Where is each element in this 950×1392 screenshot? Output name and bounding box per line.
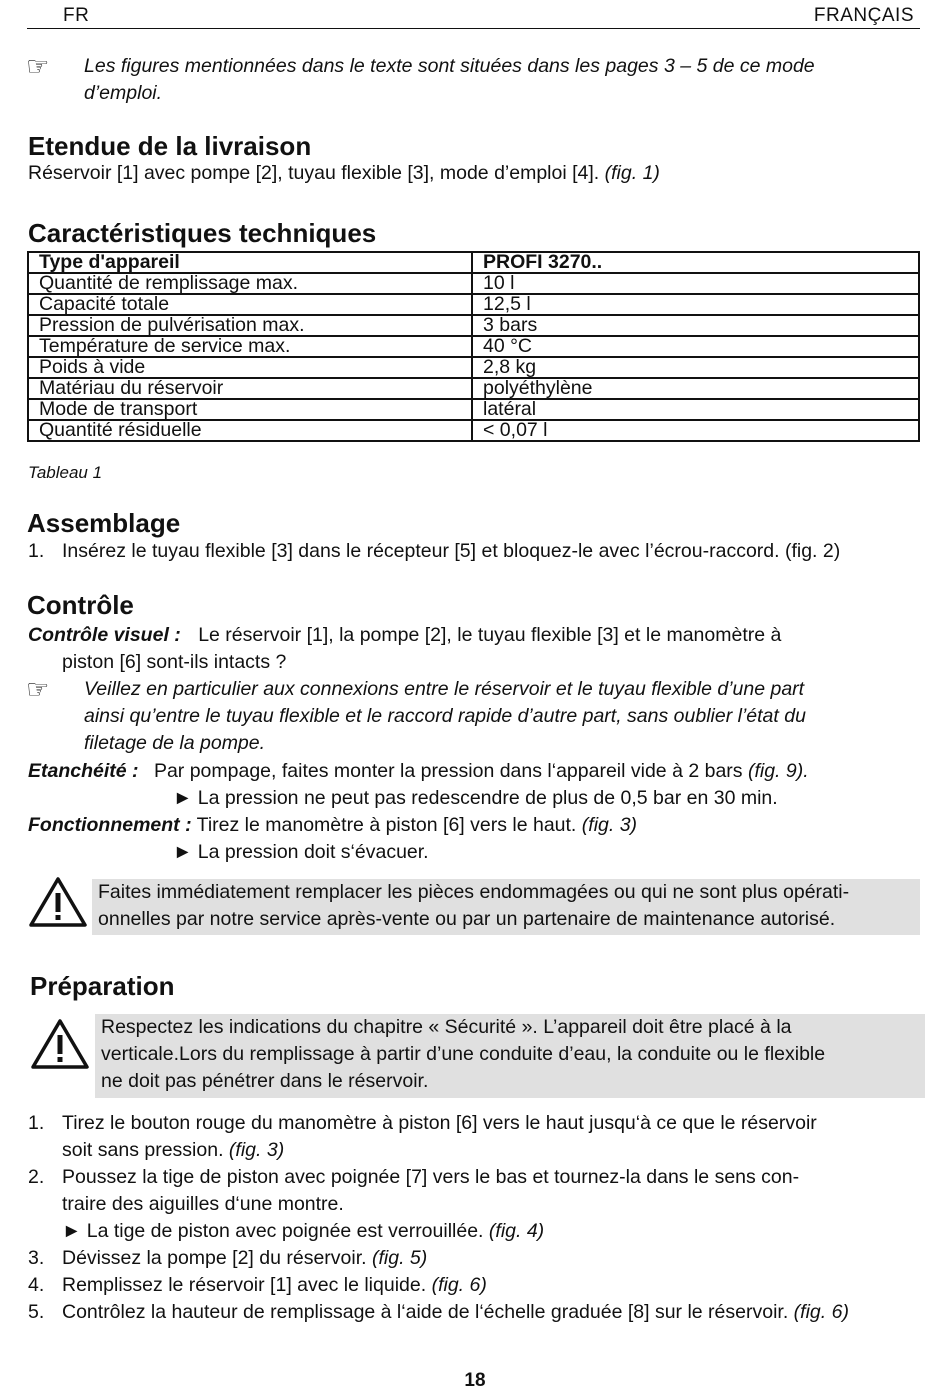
table-row: Matériau du réservoir polyéthylène xyxy=(28,378,919,399)
tightness-result: ► La pression ne peut pas redescendre de plus de 0,5 bar en 30 min. xyxy=(173,787,778,809)
list-item: Contrôlez la hauteur de remplissage à l‘aide de l‘échelle graduée [8] sur le réservoir. (fig. 6) xyxy=(62,1301,849,1323)
list-item: Tirez le bouton rouge du manomètre à piston [6] vers le haut jusqu‘à ce que le réservoir soit sans pression. (fig. 3) xyxy=(62,1112,817,1161)
pointing-hand-icon: ☞ xyxy=(26,674,50,704)
table-row: Pression de pulvérisation max. 3 bars xyxy=(28,315,919,336)
list-item: Poussez la tige de piston avec poignée [7] vers le bas et tournez-la dans le sens con- traire des aiguilles d‘une montre. ► La tige de piston avec poignée est verrouillée. (fig. 4) xyxy=(62,1166,800,1242)
visual-check-cont: piston [6] sont-ils intacts ? xyxy=(62,651,287,673)
table-row: Mode de transport latéral xyxy=(28,399,919,420)
warning-triangle-icon xyxy=(28,876,88,928)
safety-warning: Respectez les indications du chapitre « Sécurité ». L’appareil doit être placé à la verticale.Lors du remplissage à partir d’une conduite d’eau, la conduite ou le flexible ne doit pas pénétrer dans le réservoir. xyxy=(95,1014,925,1098)
step-number: 4. xyxy=(28,1274,45,1296)
assembly-step: Insérez le tuyau flexible [3] dans le récepteur [5] et bloquez-le avec l’écrou-raccord. (fig. 2) xyxy=(62,540,841,562)
page-header xyxy=(27,0,920,29)
tightness-check: Etanchéité : Par pompage, faites monter la pression dans l‘appareil vide à 2 bars (fig. 9). xyxy=(28,760,809,782)
language-name: FRANÇAIS xyxy=(813,5,914,26)
step-number: 1. xyxy=(28,540,45,562)
delivery-text: Réservoir [1] avec pompe [2], tuyau flexible [3], mode d’emploi [4]. (fig. 1) xyxy=(28,162,660,184)
step-number: 5. xyxy=(28,1301,45,1323)
table-row: Type d'appareil PROFI 3270.. xyxy=(28,252,919,273)
language-code: FR xyxy=(63,5,90,26)
control-heading: Contrôle xyxy=(27,590,134,620)
pointing-hand-icon: ☞ xyxy=(26,51,50,81)
specs-table xyxy=(27,251,920,442)
preparation-heading: Préparation xyxy=(30,971,175,1001)
step-number: 3. xyxy=(28,1247,45,1269)
figures-note: Les figures mentionnées dans le texte sont situées dans les pages 3 – 5 de ce mode d’emploi. xyxy=(84,55,815,104)
page-number: 18 xyxy=(464,1370,486,1391)
step-number: 2. xyxy=(28,1166,45,1188)
warning-triangle-icon xyxy=(30,1018,90,1070)
list-item: Dévissez la pompe [2] du réservoir. (fig. 5) xyxy=(62,1247,428,1269)
table-row: Quantité résiduelle < 0,07 l xyxy=(28,420,919,441)
connection-note: Veillez en particulier aux connexions entre le réservoir et le tuyau flexible d’une part ainsi qu’entre le tuyau flexible et le raccord rapide d’autre part, sans oublier l’état du filetage de la pompe. xyxy=(84,678,806,754)
delivery-heading: Etendue de la livraison xyxy=(28,131,312,161)
table-row: Quantité de remplissage max. 10 l xyxy=(28,273,919,294)
visual-check: Contrôle visuel : Le réservoir [1], la pompe [2], le tuyau flexible [3] et le manomètre à xyxy=(28,624,782,646)
specs-heading: Caractéristiques techniques xyxy=(28,218,377,248)
assembly-heading: Assemblage xyxy=(27,508,181,538)
step-number: 1. xyxy=(28,1112,45,1134)
list-item: Remplissez le réservoir [1] avec le liquide. (fig. 6) xyxy=(62,1274,487,1296)
function-result: ► La pression doit s‘évacuer. xyxy=(173,841,429,863)
table-row: Capacité totale 12,5 l xyxy=(28,294,919,315)
table-row: Température de service max. 40 °C xyxy=(28,336,919,357)
table-row: Poids à vide 2,8 kg xyxy=(28,357,919,378)
function-check: Fonctionnement : Tirez le manomètre à piston [6] vers le haut. (fig. 3) xyxy=(28,814,638,836)
table-caption: Tableau 1 xyxy=(28,463,103,482)
damage-warning: Faites immédiatement remplacer les pièces endommagées ou qui ne sont plus opérati- onnelles par notre service après-vente ou par un partenaire de maintenance autorisé. xyxy=(92,879,920,935)
